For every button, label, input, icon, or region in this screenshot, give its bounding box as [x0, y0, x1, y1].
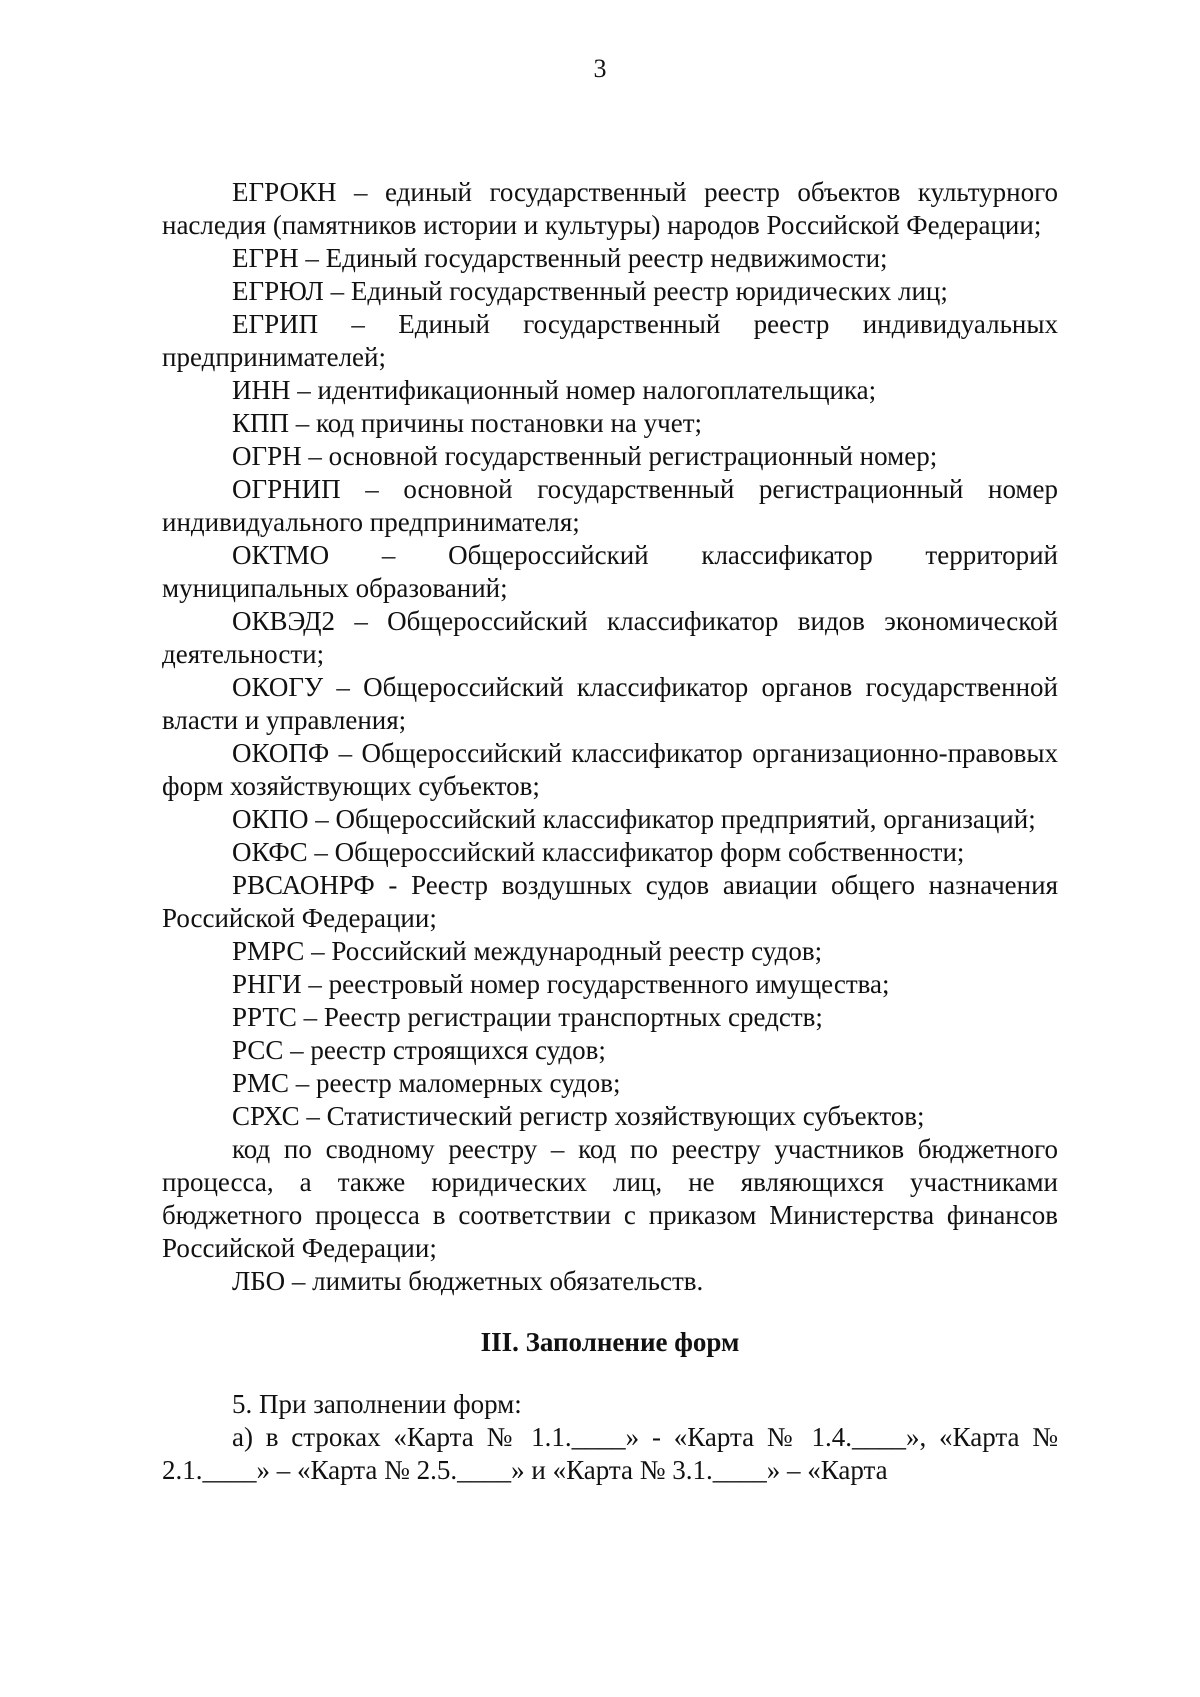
page-number: 3: [593, 54, 607, 83]
paragraph: ОКВЭД2 – Общероссийский классификатор видов экономической деятельности;: [162, 606, 1058, 669]
paragraph: ОКФС – Общероссийский классификатор форм собственности;: [232, 837, 965, 867]
paragraph: ОКОПФ – Общероссийский классификатор организационно-правовых форм хозяйствующих субъектов;: [162, 738, 1058, 801]
paragraph: РМРС – Российский международный реестр судов;: [232, 936, 823, 966]
paragraph: а) в строках «Карта № 1.1.____» - «Карта № 1.4.____», «Карта № 2.1.____» – «Карта № 2.5.____» и «Карта № 3.1.____» – «Карта: [162, 1422, 1058, 1485]
paragraph: ОКТМО – Общероссийский классификатор территорий муниципальных образований;: [162, 540, 1058, 603]
paragraph: РНГИ – реестровый номер государственного имущества;: [232, 969, 890, 999]
paragraph: код по сводному реестру – код по реестру участников бюджетного процесса, а также юридических лиц, не являющихся участниками бюджетного процесса в соответствии с приказом Министерства финансов Российской Федерации;: [162, 1134, 1058, 1263]
paragraph: ЕГРН – Единый государственный реестр недвижимости;: [232, 243, 888, 273]
paragraph: РСС – реестр строящихся судов;: [232, 1035, 606, 1065]
paragraph: ОКПО – Общероссийский классификатор предприятий, организаций;: [232, 804, 1036, 834]
paragraph: СРХС – Статистический регистр хозяйствующих субъектов;: [232, 1101, 925, 1131]
paragraph: ЕГРОКН – единый государственный реестр объектов культурного наследия (памятников истории и культуры) народов Российской Федерации;: [162, 177, 1058, 240]
section-heading: III. Заполнение форм: [480, 1327, 740, 1357]
paragraph: ОГРН – основной государственный регистрационный номер;: [232, 441, 938, 471]
paragraph: ЕГРЮЛ – Единый государственный реестр юридических лиц;: [232, 276, 948, 306]
paragraph: РРТС – Реестр регистрации транспортных средств;: [232, 1002, 823, 1032]
paragraph: РМС – реестр маломерных судов;: [232, 1068, 621, 1098]
paragraph: РВСАОНРФ - Реестр воздушных судов авиации общего назначения Российской Федерации;: [162, 870, 1058, 933]
paragraph: ОКОГУ – Общероссийский классификатор органов государственной власти и управления;: [162, 672, 1058, 735]
paragraph: ЕГРИП – Единый государственный реестр индивидуальных предпринимателей;: [162, 309, 1058, 372]
paragraph: ИНН – идентификационный номер налогоплательщика;: [232, 375, 877, 405]
paragraph: КПП – код причины постановки на учет;: [232, 408, 703, 438]
paragraph: ОГРНИП – основной государственный регистрационный номер индивидуального предпринимателя;: [162, 474, 1058, 537]
document-body: [162, 176, 1058, 1487]
paragraph: 5. При заполнении форм:: [232, 1389, 522, 1419]
paragraph: ЛБО – лимиты бюджетных обязательств.: [232, 1266, 704, 1296]
